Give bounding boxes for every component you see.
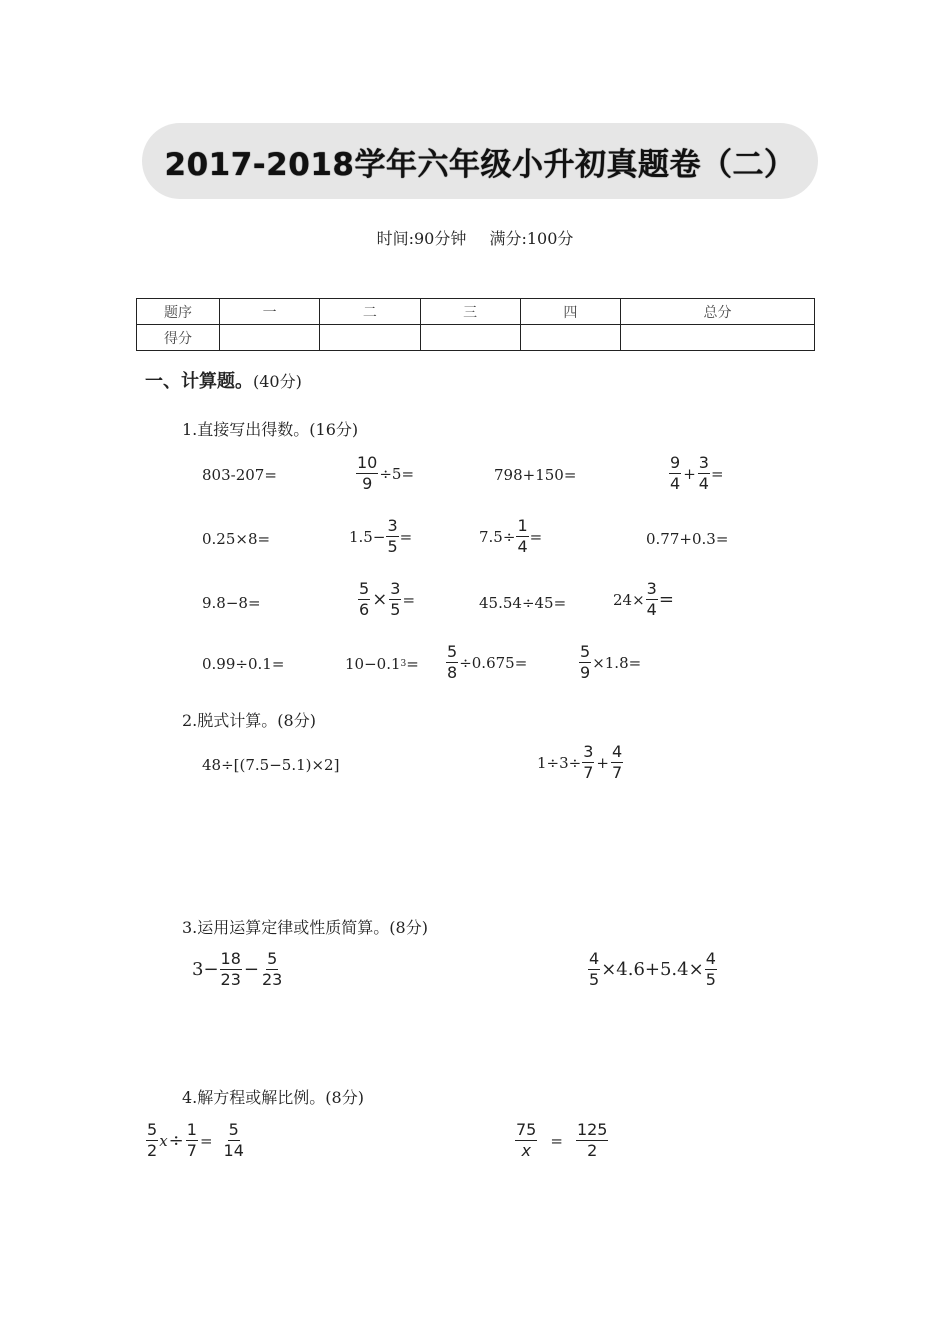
section-1-points: (40分) — [253, 372, 302, 391]
q1-item-m: 0.99÷0.1= — [202, 655, 285, 673]
q1-item-l: 24× $\frac{3}{4}$ = — [613, 579, 674, 619]
score-cell[interactable] — [220, 325, 320, 351]
q1-item-c: 798+150= — [494, 466, 577, 484]
q1-item-a: 803-207= — [202, 466, 277, 484]
exam-time-and-score: 时间:90分钟 满分:100分 — [376, 229, 574, 248]
score-cell[interactable] — [420, 325, 520, 351]
score-table — [136, 298, 815, 351]
fraction: $\frac{3}{4}$ — [698, 453, 709, 493]
fraction: $\frac{1}{7}$ — [186, 1120, 197, 1160]
header-cell: 三 — [420, 299, 520, 325]
q1-item-o: $\frac{5}{8}$ ÷0.675= — [447, 642, 528, 682]
question-2-label: 2.脱式计算。(8分) — [182, 711, 316, 730]
fraction: $\frac{5}{9}$ — [580, 642, 591, 682]
section-1-label: 一、计算题。 — [145, 371, 253, 392]
q4-item-b: $\frac{75}{x}$ = $\frac{125}{2}$ — [516, 1120, 608, 1160]
fraction: $\frac{3}{5}$ — [387, 516, 398, 556]
fraction: $\frac{4}{7}$ — [612, 742, 623, 782]
fraction: $\frac{5}{14}$ — [223, 1120, 244, 1160]
q1-item-j: $\frac{5}{6}$ × $\frac{3}{5}$ = — [359, 579, 416, 619]
q1-item-k: 45.54÷45= — [479, 594, 567, 612]
q1-item-n: 10−0.1 3 = — [345, 655, 419, 673]
q2-item-b: 1÷3÷ $\frac{3}{7}$ + $\frac{4}{7}$ — [537, 742, 623, 782]
q3-item-a: 3− $\frac{18}{23}$ − $\frac{5}{23}$ — [192, 949, 283, 989]
question-3-label: 3.运用运算定律或性质简算。(8分) — [182, 918, 428, 937]
score-cell[interactable] — [621, 325, 815, 351]
fraction: $\frac{10}{9}$ — [357, 453, 378, 493]
fraction: $\frac{5}{2}$ — [147, 1120, 158, 1160]
q3-item-b: $\frac{4}{5}$ ×4.6+5.4× $\frac{4}{5}$ — [589, 949, 716, 989]
question-4-label: 4.解方程或解比例。(8分) — [182, 1088, 364, 1107]
fraction: $\frac{9}{4}$ — [670, 453, 681, 493]
page-title: 2017-2018学年六年级小升初真题卷（二） — [164, 146, 796, 183]
fraction: $\frac{18}{23}$ — [220, 949, 241, 989]
fraction: $\frac{3}{7}$ — [583, 742, 594, 782]
q1-item-f: 1.5− $\frac{3}{5}$ = — [349, 516, 413, 556]
q2-item-a: 48÷[(7.5−5.1)×2] — [202, 756, 340, 774]
q1-item-d: $\frac{9}{4}$ + $\frac{3}{4}$ = — [670, 453, 724, 493]
header-cell: 四 — [520, 299, 620, 325]
q1-item-b: $\frac{10}{9}$ ÷5= — [357, 453, 415, 493]
score-cell[interactable] — [520, 325, 620, 351]
score-cell[interactable] — [320, 325, 420, 351]
q1-item-g: 7.5÷ $\frac{1}{4}$ = — [479, 516, 543, 556]
q4-item-a: $\frac{5}{2}$ x ÷ $\frac{1}{7}$ = $\frac{5}{14}$ — [147, 1120, 244, 1160]
q1-item-e: 0.25×8= — [202, 530, 271, 548]
fraction: $\frac{5}{8}$ — [447, 642, 458, 682]
question-1-label: 1.直接写出得数。(16分) — [182, 420, 359, 439]
q1-item-p: $\frac{5}{9}$ ×1.8= — [580, 642, 642, 682]
title-banner — [142, 123, 818, 199]
fraction: $\frac{3}{5}$ — [390, 579, 401, 619]
header-cell: 题序 — [137, 299, 220, 325]
header-cell: 二 — [320, 299, 420, 325]
fraction: $\frac{5}{6}$ — [359, 579, 370, 619]
fraction: $\frac{4}{5}$ — [705, 949, 716, 989]
score-table-score-row — [137, 325, 815, 351]
fraction: $\frac{75}{x}$ — [516, 1120, 537, 1160]
fraction: $\frac{1}{4}$ — [517, 516, 528, 556]
q1-item-h: 0.77+0.3= — [646, 530, 729, 548]
header-cell: 一 — [220, 299, 320, 325]
fraction: $\frac{125}{2}$ — [576, 1120, 608, 1160]
score-table-header-row — [137, 299, 815, 325]
section-1-heading — [145, 367, 302, 393]
fraction: $\frac{5}{23}$ — [262, 949, 283, 989]
fraction: $\frac{3}{4}$ — [646, 579, 657, 619]
row-label-cell: 得分 — [137, 325, 220, 351]
q1-item-i: 9.8−8= — [202, 594, 261, 612]
fraction: $\frac{4}{5}$ — [589, 949, 600, 989]
header-cell: 总分 — [621, 299, 815, 325]
